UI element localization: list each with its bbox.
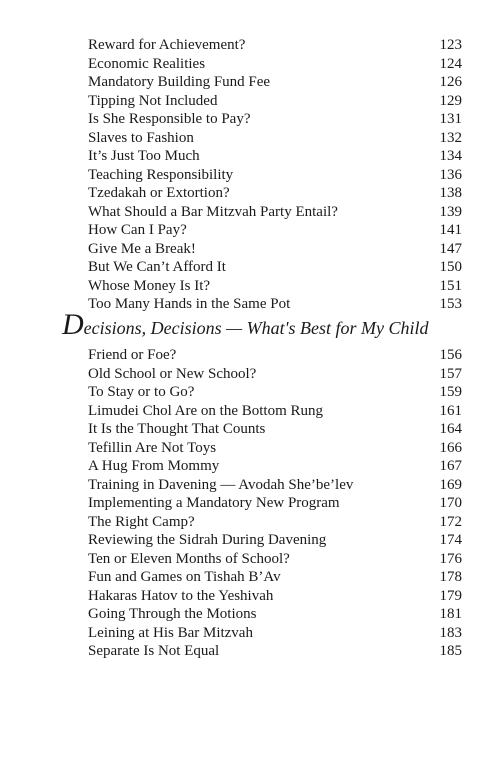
toc-entry <box>88 457 462 476</box>
toc-entry-page-number: 172 <box>439 513 462 530</box>
toc-entry <box>88 166 462 185</box>
toc-entry-title: But We Can’t Afford It <box>88 259 226 275</box>
toc-entry-title: Hakaras Hatov to the Yeshivah <box>88 587 274 604</box>
toc-entry-title: The Right Camp? <box>88 513 195 530</box>
toc-entry <box>88 221 462 240</box>
toc-entry-title: Implementing a Mandatory New Program <box>88 495 340 511</box>
toc-entry-title: Economic Realities <box>88 55 206 72</box>
toc-entry <box>88 346 462 365</box>
toc-entry <box>88 402 462 421</box>
toc-entry-page-number: 132 <box>439 129 462 146</box>
toc-entry-title: Separate Is Not Equal <box>88 643 220 659</box>
toc-entry <box>88 383 462 402</box>
section-heading <box>62 310 482 340</box>
toc-entry-page-number: 138 <box>439 185 462 201</box>
toc-entry-title: Old School or New School? <box>88 365 257 382</box>
toc-entry-title: Reward for Achievement? <box>88 37 246 53</box>
toc-entry <box>88 365 462 384</box>
toc-entry-page-number: 141 <box>439 222 462 238</box>
toc-entry-title: Fun and Games on Tishah B’Av <box>88 569 281 585</box>
toc-entry <box>88 494 462 513</box>
toc-entry-page-number: 126 <box>439 74 462 90</box>
toc-entry-page-number: 164 <box>439 421 462 437</box>
toc-entry-page-number: 166 <box>439 439 462 456</box>
toc-entry-title: How Can I Pay? <box>88 222 187 238</box>
toc-entry-page-number: 153 <box>439 296 462 312</box>
toc-entry-page-number: 147 <box>439 240 462 257</box>
toc-entry <box>88 439 462 458</box>
toc-entry-page-number: 181 <box>439 606 462 622</box>
toc-entry <box>88 550 462 569</box>
toc-entry <box>88 73 462 92</box>
toc-entry-title: Limudei Chol Are on the Bottom Rung <box>88 402 323 419</box>
toc-entry-page-number: 123 <box>439 37 462 53</box>
toc-entry-page-number: 174 <box>439 532 462 548</box>
toc-entry-page-number: 150 <box>439 259 462 275</box>
toc-entry <box>88 55 462 74</box>
toc-entry-title: Training in Davening — Avodah She’be’lev <box>88 476 354 493</box>
toc-entry <box>88 92 462 111</box>
toc-entry-title: Leining at His Bar Mitzvah <box>88 624 253 641</box>
toc-entry-page-number: 157 <box>439 365 462 382</box>
section-heading-text: ecisions, Decisions — What's Best for My Child <box>83 318 429 338</box>
toc-entry-title: What Should a Bar Mitzvah Party Entail? <box>88 203 338 220</box>
toc-entry-page-number: 131 <box>439 111 462 127</box>
toc-entry-page-number: 156 <box>439 347 462 363</box>
toc-entry-page-number: 159 <box>439 384 462 400</box>
toc-entry-page-number: 161 <box>439 402 462 419</box>
toc-entry <box>88 476 462 495</box>
toc-entry <box>88 642 462 661</box>
toc-entry-title: A Hug From Mommy <box>88 458 220 474</box>
toc-entry <box>88 587 462 606</box>
toc-entry-title: Whose Money Is It? <box>88 277 211 294</box>
toc-entry <box>88 531 462 550</box>
toc-entry-page-number: 179 <box>439 587 462 604</box>
toc-entry-page-number: 183 <box>439 624 462 641</box>
toc-entry-title: Tzedakah or Extortion? <box>88 185 230 201</box>
toc-entry-title: Friend or Foe? <box>88 347 177 363</box>
toc-entry-page-number: 129 <box>439 92 462 109</box>
toc-entry-page-number: 176 <box>439 550 462 567</box>
toc-entry <box>88 568 462 587</box>
toc-list-part2 <box>88 346 462 661</box>
toc-list-part1 <box>88 36 462 314</box>
section-heading-dropcap: D <box>62 308 84 341</box>
toc-entry <box>88 36 462 55</box>
toc-entry-title: Teaching Responsibility <box>88 166 234 183</box>
toc-entry-page-number: 136 <box>439 166 462 183</box>
toc-entry-title: To Stay or to Go? <box>88 384 195 400</box>
toc-entry-page-number: 151 <box>439 277 462 294</box>
toc-entry <box>88 129 462 148</box>
toc-entry-title: It Is the Thought That Counts <box>88 421 266 437</box>
toc-entry-page-number: 170 <box>439 495 462 511</box>
toc-entry <box>88 258 462 277</box>
toc-entry-title: Going Through the Motions <box>88 606 257 622</box>
toc-entry <box>88 605 462 624</box>
toc-entry-page-number: 178 <box>439 569 462 585</box>
toc-entry <box>88 240 462 259</box>
toc-entry-title: Ten or Eleven Months of School? <box>88 550 290 567</box>
toc-entry-page-number: 139 <box>439 203 462 220</box>
toc-entry-title: It’s Just Too Much <box>88 148 200 164</box>
toc-entry <box>88 420 462 439</box>
toc-entry-title: Too Many Hands in the Same Pot <box>88 296 291 312</box>
toc-entry-page-number: 169 <box>439 476 462 493</box>
toc-entry-page-number: 185 <box>439 643 462 659</box>
toc-entry-page-number: 124 <box>439 55 462 72</box>
toc-entry-title: Give Me a Break! <box>88 240 196 257</box>
toc-entry <box>88 184 462 203</box>
toc-entry-title: Mandatory Building Fund Fee <box>88 74 271 90</box>
toc-entry-title: Slaves to Fashion <box>88 129 194 146</box>
toc-entry <box>88 203 462 222</box>
toc-entry <box>88 277 462 296</box>
toc-entry-title: Tefillin Are Not Toys <box>88 439 217 456</box>
toc-entry-title: Reviewing the Sidrah During Davening <box>88 532 327 548</box>
toc-entry <box>88 513 462 532</box>
toc-entry-page-number: 167 <box>439 458 462 474</box>
toc-entry <box>88 147 462 166</box>
toc-entry-title: Tipping Not Included <box>88 92 218 109</box>
toc-entry <box>88 110 462 129</box>
toc-entry-title: Is She Responsible to Pay? <box>88 111 251 127</box>
toc-entry <box>88 624 462 643</box>
toc-entry-page-number: 134 <box>439 148 462 164</box>
